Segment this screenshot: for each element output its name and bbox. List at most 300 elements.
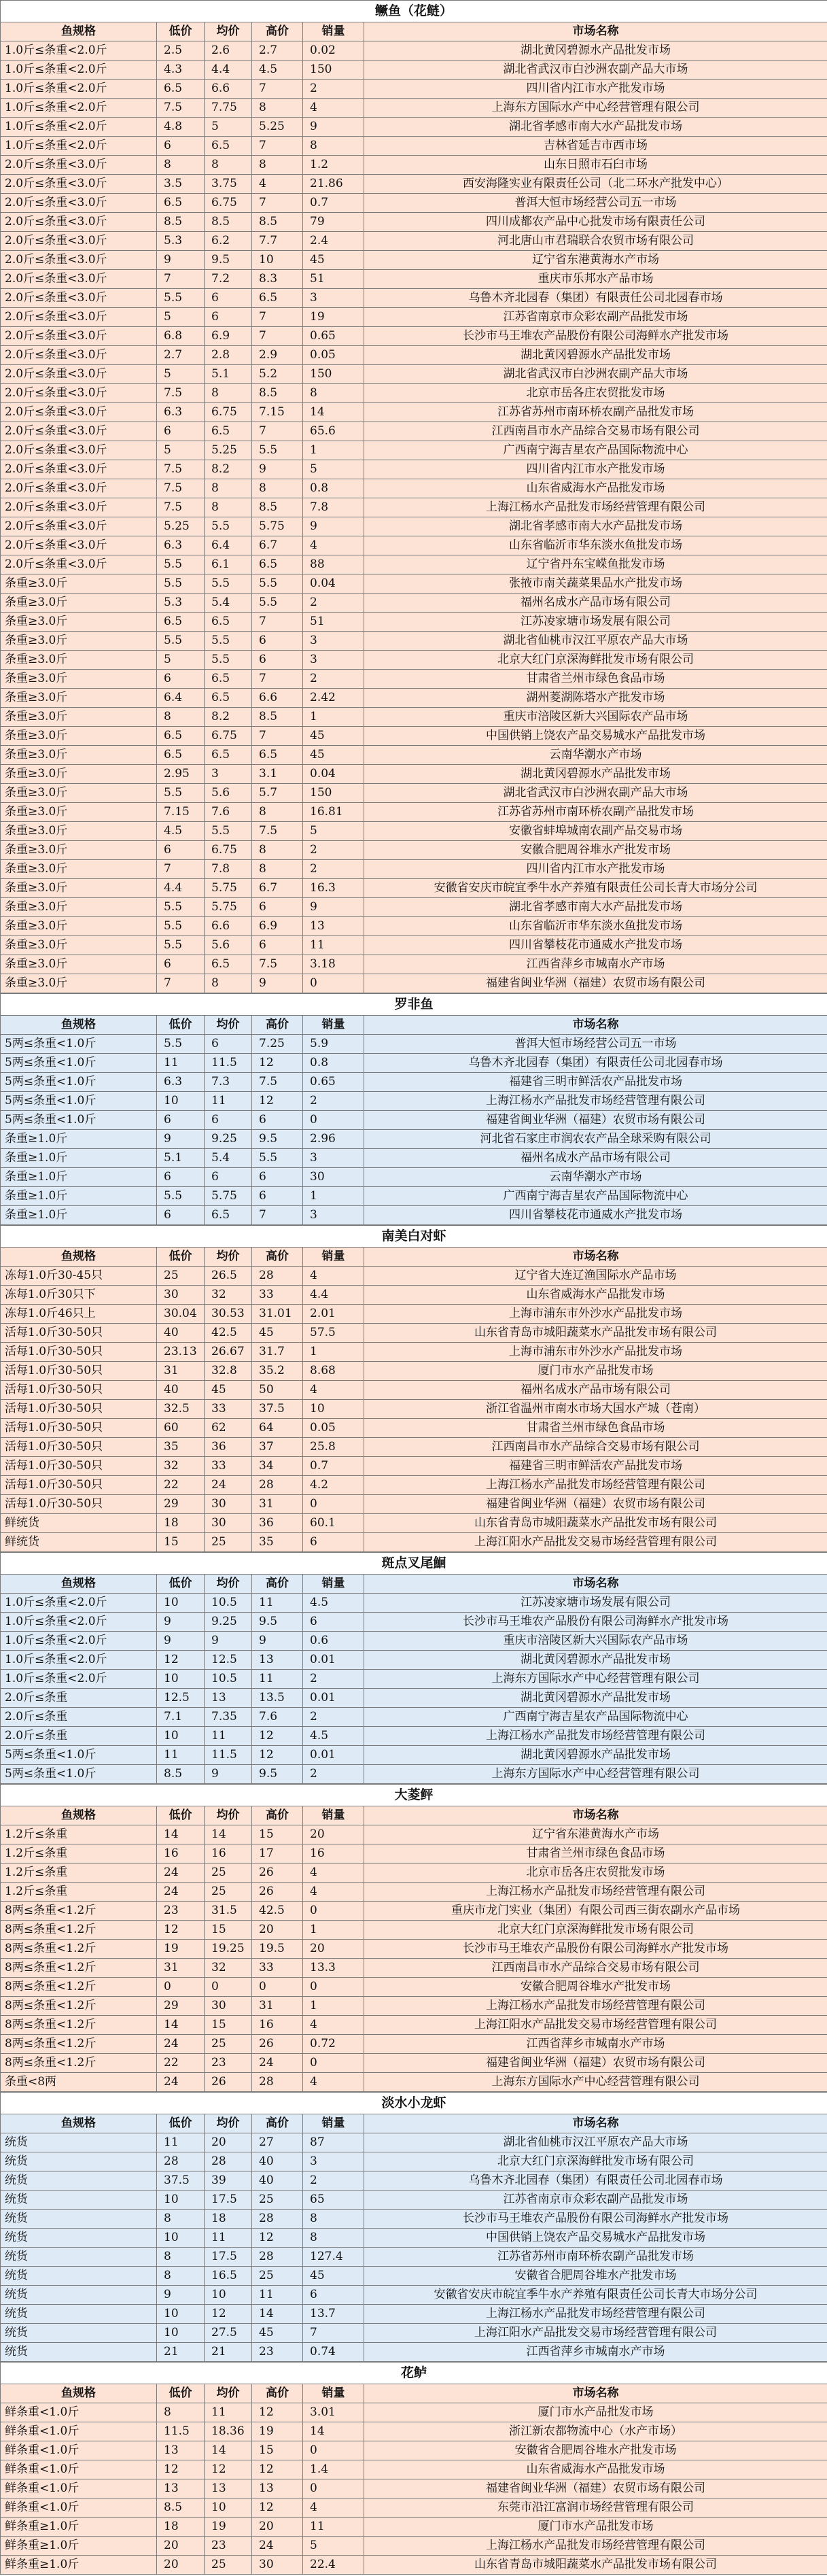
volume-cell: 8: [303, 2229, 364, 2248]
low-price-cell: 24: [157, 2035, 205, 2054]
column-header-spec: 鱼规格: [1, 22, 157, 41]
avg-price-cell: 30: [205, 1997, 252, 2016]
low-price-cell: 6: [157, 137, 205, 156]
table-row: [1, 2248, 827, 2267]
high-price-cell: 7.7: [252, 232, 303, 251]
spec-cell: 冻每1.0斤30只下: [1, 1286, 157, 1305]
market-name-cell: 山东省威海水产品批发市场: [364, 479, 827, 498]
low-price-cell: 5.5: [157, 936, 205, 955]
volume-cell: 20: [303, 1825, 364, 1844]
volume-cell: 4: [303, 1267, 364, 1286]
section-title: 花鲈: [1, 2363, 827, 2384]
volume-cell: 13: [303, 917, 364, 936]
market-name-cell: 长沙市马王堆农产品股份有限公司海鲜水产批发市场: [364, 1940, 827, 1959]
high-price-cell: 2.9: [252, 346, 303, 365]
volume-cell: 4: [303, 1883, 364, 1902]
spec-cell: 1.0斤≤条重<2.0斤: [1, 99, 157, 118]
volume-cell: 150: [303, 784, 364, 803]
low-price-cell: 10: [157, 2229, 205, 2248]
spec-cell: 条重≥3.0斤: [1, 727, 157, 746]
low-price-cell: 6: [157, 1206, 205, 1225]
volume-cell: 25.8: [303, 1438, 364, 1457]
spec-cell: 冻每1.0斤46只上: [1, 1305, 157, 1324]
high-price-cell: 7.5: [252, 955, 303, 974]
volume-cell: 0: [303, 1111, 364, 1130]
avg-price-cell: 7.75: [205, 99, 252, 118]
volume-cell: 4: [303, 99, 364, 118]
table-row: [1, 1438, 827, 1457]
high-price-cell: 7: [252, 422, 303, 441]
table-row: [1, 1689, 827, 1708]
market-name-cell: 山东省临沂市华东淡水鱼批发市场: [364, 917, 827, 936]
high-price-cell: 5.5: [252, 574, 303, 594]
table-row: [1, 289, 827, 308]
column-header-spec: 鱼规格: [1, 1575, 157, 1594]
high-price-cell: 8: [252, 479, 303, 498]
low-price-cell: 23.13: [157, 1343, 205, 1362]
volume-cell: 1: [303, 441, 364, 460]
high-price-cell: 31.7: [252, 1343, 303, 1362]
table-row: [1, 574, 827, 594]
low-price-cell: 22: [157, 2054, 205, 2073]
volume-cell: 6: [303, 2286, 364, 2305]
low-price-cell: 20: [157, 2556, 205, 2575]
high-price-cell: 9.5: [252, 1130, 303, 1149]
volume-cell: 0.02: [303, 41, 364, 61]
high-price-cell: 8.3: [252, 270, 303, 289]
low-price-cell: 5: [157, 308, 205, 327]
market-name-cell: 江苏凌家塘市场发展有限公司: [364, 613, 827, 632]
spec-cell: 8两≤条重<1.2斤: [1, 2016, 157, 2035]
avg-price-cell: 6.6: [205, 80, 252, 99]
table-row: [1, 2016, 827, 2035]
table-row: [1, 860, 827, 879]
low-price-cell: 5.3: [157, 594, 205, 613]
high-price-cell: 15: [252, 1825, 303, 1844]
low-price-cell: 13: [157, 2479, 205, 2498]
column-header-low: 低价: [157, 1575, 205, 1594]
column-header-avg: 均价: [205, 1806, 252, 1825]
avg-price-cell: 6.9: [205, 327, 252, 346]
volume-cell: 2: [303, 1708, 364, 1727]
high-price-cell: 6.5: [252, 555, 303, 574]
low-price-cell: 6.5: [157, 80, 205, 99]
low-price-cell: 8: [157, 2248, 205, 2267]
low-price-cell: 40: [157, 1381, 205, 1400]
table-row: [1, 403, 827, 422]
low-price-cell: 7: [157, 860, 205, 879]
volume-cell: 3: [303, 1149, 364, 1168]
market-name-cell: 江苏省南京市众彩农副产品批发市场: [364, 2191, 827, 2210]
low-price-cell: 10: [157, 2305, 205, 2324]
spec-cell: 8两≤条重<1.2斤: [1, 1940, 157, 1959]
high-price-cell: 0: [252, 1978, 303, 1997]
high-price-cell: 30: [252, 2556, 303, 2575]
volume-cell: 0.8: [303, 479, 364, 498]
low-price-cell: 9: [157, 2286, 205, 2305]
market-name-cell: 辽宁省丹东宝嵘鱼批发市场: [364, 555, 827, 574]
table-row: [1, 2210, 827, 2229]
market-name-cell: 河北省石家庄市润农农产品全球采购有限公司: [364, 1130, 827, 1149]
spec-cell: 5两≤条重<1.0斤: [1, 1054, 157, 1073]
avg-price-cell: 32.8: [205, 1362, 252, 1381]
table-row: [1, 2152, 827, 2171]
spec-cell: 鲜条重<1.0斤: [1, 2460, 157, 2479]
low-price-cell: 8.5: [157, 1765, 205, 1784]
market-name-cell: 长沙市马王堆农产品股份有限公司海鲜水产批发市场: [364, 2210, 827, 2229]
spec-cell: 2.0斤≤条重<3.0斤: [1, 555, 157, 574]
avg-price-cell: 30.53: [205, 1305, 252, 1324]
table-row: [1, 841, 827, 860]
low-price-cell: 8: [157, 156, 205, 175]
table-row: [1, 346, 827, 365]
market-name-cell: 江苏省苏州市南环桥农副产品批发市场: [364, 403, 827, 422]
volume-cell: 1: [303, 708, 364, 727]
market-name-cell: 上海东方国际水产中心经营管理有限公司: [364, 1765, 827, 1784]
spec-cell: 鲜统货: [1, 1533, 157, 1552]
volume-cell: 65.6: [303, 422, 364, 441]
avg-price-cell: 10.5: [205, 1670, 252, 1689]
avg-price-cell: 19.25: [205, 1940, 252, 1959]
high-price-cell: 24: [252, 2054, 303, 2073]
table-row: [1, 1978, 827, 1997]
low-price-cell: 4.4: [157, 879, 205, 898]
avg-price-cell: 14: [205, 1825, 252, 1844]
spec-cell: 1.2斤≤条重: [1, 1883, 157, 1902]
low-price-cell: 5.5: [157, 632, 205, 651]
spec-cell: 1.0斤≤条重<2.0斤: [1, 1651, 157, 1670]
low-price-cell: 6.3: [157, 1073, 205, 1092]
market-name-cell: 福建省闽业华洲（福建）农贸市场有限公司: [364, 2479, 827, 2498]
market-name-cell: 上海江杨水产品批发市场经营管理有限公司: [364, 1997, 827, 2016]
spec-cell: 统货: [1, 2267, 157, 2286]
high-price-cell: 10: [252, 251, 303, 270]
avg-price-cell: 30: [205, 1495, 252, 1514]
column-header-avg: 均价: [205, 1575, 252, 1594]
avg-price-cell: 12: [205, 2460, 252, 2479]
high-price-cell: 7.15: [252, 403, 303, 422]
table-row: [1, 879, 827, 898]
avg-price-cell: 7.35: [205, 1708, 252, 1727]
volume-cell: 0.65: [303, 1073, 364, 1092]
market-name-cell: 福建省闽业华洲（福建）农贸市场有限公司: [364, 1495, 827, 1514]
table-row: [1, 2479, 827, 2498]
low-price-cell: 13: [157, 2441, 205, 2460]
high-price-cell: 37.5: [252, 1400, 303, 1419]
low-price-cell: 12: [157, 1921, 205, 1940]
section-title: 罗非鱼: [1, 994, 827, 1016]
volume-cell: 16: [303, 1844, 364, 1864]
volume-cell: 30: [303, 1168, 364, 1187]
market-name-cell: 安徽省安庆市皖宜季牛水产养殖有限责任公司长青大市场分公司: [364, 2286, 827, 2305]
high-price-cell: 45: [252, 1324, 303, 1343]
market-name-cell: 安徽省安庆市皖宜季牛水产养殖有限责任公司长青大市场分公司: [364, 879, 827, 898]
avg-price-cell: 11: [205, 2229, 252, 2248]
spec-cell: 活每1.0斤30-50只: [1, 1495, 157, 1514]
low-price-cell: 14: [157, 2016, 205, 2035]
low-price-cell: 8: [157, 2210, 205, 2229]
high-price-cell: 28: [252, 2210, 303, 2229]
high-price-cell: 40: [252, 2152, 303, 2171]
market-name-cell: 江西南昌市水产品综合交易市场有限公司: [364, 1959, 827, 1978]
avg-price-cell: 5.75: [205, 879, 252, 898]
volume-cell: 2.42: [303, 689, 364, 708]
table-row: [1, 784, 827, 803]
high-price-cell: 11: [252, 1670, 303, 1689]
table-row: [1, 1130, 827, 1149]
column-header-row: [1, 1248, 827, 1267]
volume-cell: 0: [303, 1902, 364, 1921]
spec-cell: 条重≥1.0斤: [1, 1168, 157, 1187]
low-price-cell: 2.5: [157, 41, 205, 61]
avg-price-cell: 11.5: [205, 1054, 252, 1073]
avg-price-cell: 5.1: [205, 365, 252, 384]
low-price-cell: 21: [157, 2343, 205, 2362]
avg-price-cell: 23: [205, 2537, 252, 2556]
spec-cell: 统货: [1, 2191, 157, 2210]
avg-price-cell: 7.6: [205, 803, 252, 822]
spec-cell: 条重≥3.0斤: [1, 765, 157, 784]
high-price-cell: 7: [252, 327, 303, 346]
avg-price-cell: 6.5: [205, 955, 252, 974]
low-price-cell: 5.5: [157, 289, 205, 308]
volume-cell: 16.81: [303, 803, 364, 822]
table-row: [1, 1921, 827, 1940]
table-row: [1, 118, 827, 137]
spec-cell: 条重≥1.0斤: [1, 1149, 157, 1168]
low-price-cell: 7.1: [157, 1708, 205, 1727]
high-price-cell: 7.5: [252, 1073, 303, 1092]
high-price-cell: 7: [252, 308, 303, 327]
table-row: [1, 327, 827, 346]
section-title: 南美白对虾: [1, 1226, 827, 1248]
column-header-avg: 均价: [205, 1248, 252, 1267]
market-name-cell: 厦门市水产品批发市场: [364, 2518, 827, 2537]
low-price-cell: 6: [157, 422, 205, 441]
table-row: [1, 1765, 827, 1784]
low-price-cell: 32: [157, 1457, 205, 1476]
spec-cell: 条重≥3.0斤: [1, 670, 157, 689]
low-price-cell: 6: [157, 955, 205, 974]
market-name-cell: 重庆市乐邦水产品市场: [364, 270, 827, 289]
avg-price-cell: 39: [205, 2171, 252, 2191]
section-table: [0, 1225, 827, 1552]
low-price-cell: 9: [157, 1130, 205, 1149]
table-row: [1, 308, 827, 327]
high-price-cell: 5.75: [252, 517, 303, 536]
high-price-cell: 24: [252, 2537, 303, 2556]
high-price-cell: 12: [252, 2460, 303, 2479]
high-price-cell: 50: [252, 1381, 303, 1400]
table-row: [1, 2324, 827, 2343]
market-name-cell: 云南华潮水产市场: [364, 746, 827, 765]
table-row: [1, 1864, 827, 1883]
avg-price-cell: 5.75: [205, 1187, 252, 1206]
market-name-cell: 甘肃省兰州市绿色食品市场: [364, 1844, 827, 1864]
market-name-cell: 甘肃省兰州市绿色食品市场: [364, 1419, 827, 1438]
table-row: [1, 1613, 827, 1632]
high-price-cell: 8: [252, 99, 303, 118]
volume-cell: 14: [303, 2422, 364, 2441]
table-row: [1, 422, 827, 441]
spec-cell: 1.0斤≤条重<2.0斤: [1, 1670, 157, 1689]
low-price-cell: 0: [157, 1978, 205, 1997]
volume-cell: 1.2: [303, 156, 364, 175]
avg-price-cell: 11: [205, 1727, 252, 1746]
high-price-cell: 17: [252, 1844, 303, 1864]
avg-price-cell: 8: [205, 479, 252, 498]
spec-cell: 鲜条重<1.0斤: [1, 2479, 157, 2498]
market-name-cell: 上海江杨水产品批发市场经营管理有限公司: [364, 1727, 827, 1746]
market-name-cell: 长沙市马王堆农产品股份有限公司海鲜水产批发市场: [364, 1613, 827, 1632]
section-table: [0, 2092, 827, 2362]
low-price-cell: 7.5: [157, 498, 205, 517]
volume-cell: 3: [303, 651, 364, 670]
low-price-cell: 9: [157, 1632, 205, 1651]
low-price-cell: 24: [157, 1864, 205, 1883]
volume-cell: 20: [303, 1940, 364, 1959]
spec-cell: 8两≤条重<1.2斤: [1, 1902, 157, 1921]
high-price-cell: 23: [252, 2343, 303, 2362]
low-price-cell: 22: [157, 1476, 205, 1495]
avg-price-cell: 12.5: [205, 1651, 252, 1670]
avg-price-cell: 28: [205, 2152, 252, 2171]
volume-cell: 2.4: [303, 232, 364, 251]
spec-cell: 1.2斤≤条重: [1, 1844, 157, 1864]
column-header-spec: 鱼规格: [1, 2384, 157, 2403]
high-price-cell: 36: [252, 1514, 303, 1533]
table-row: [1, 1149, 827, 1168]
low-price-cell: 7.15: [157, 803, 205, 822]
low-price-cell: 3.5: [157, 175, 205, 194]
low-price-cell: 35: [157, 1438, 205, 1457]
column-header-spec: 鱼规格: [1, 2114, 157, 2133]
market-name-cell: 乌鲁木齐北园春（集团）有限责任公司北园春市场: [364, 289, 827, 308]
spec-cell: 条重≥3.0斤: [1, 917, 157, 936]
column-header-avg: 均价: [205, 2384, 252, 2403]
low-price-cell: 6: [157, 841, 205, 860]
low-price-cell: 7.5: [157, 479, 205, 498]
avg-price-cell: 26.5: [205, 1267, 252, 1286]
avg-price-cell: 7.2: [205, 270, 252, 289]
table-row: [1, 594, 827, 613]
low-price-cell: 40: [157, 1324, 205, 1343]
spec-cell: 8两≤条重<1.2斤: [1, 1978, 157, 1997]
spec-cell: 5两≤条重<1.0斤: [1, 1035, 157, 1054]
volume-cell: 0.7: [303, 194, 364, 213]
volume-cell: 8.68: [303, 1362, 364, 1381]
avg-price-cell: 14: [205, 2441, 252, 2460]
spec-cell: 条重≥3.0斤: [1, 651, 157, 670]
market-name-cell: 福州名成水产品市场有限公司: [364, 1149, 827, 1168]
high-price-cell: 9: [252, 974, 303, 993]
spec-cell: 1.0斤≤条重<2.0斤: [1, 61, 157, 80]
high-price-cell: 6: [252, 632, 303, 651]
spec-cell: 条重≥3.0斤: [1, 860, 157, 879]
column-header-low: 低价: [157, 22, 205, 41]
section-title-row: [1, 1553, 827, 1575]
low-price-cell: 10: [157, 2191, 205, 2210]
volume-cell: 0.8: [303, 1054, 364, 1073]
low-price-cell: 4.8: [157, 118, 205, 137]
volume-cell: 13.7: [303, 2305, 364, 2324]
avg-price-cell: 6.5: [205, 1206, 252, 1225]
low-price-cell: 5.5: [157, 898, 205, 917]
table-row: [1, 365, 827, 384]
avg-price-cell: 2.6: [205, 41, 252, 61]
avg-price-cell: 30: [205, 1514, 252, 1533]
volume-cell: 3.01: [303, 2403, 364, 2422]
high-price-cell: 15: [252, 2441, 303, 2460]
table-row: [1, 1073, 827, 1092]
avg-price-cell: 5.75: [205, 898, 252, 917]
avg-price-cell: 9: [205, 1765, 252, 1784]
volume-cell: 8: [303, 2210, 364, 2229]
spec-cell: 统货: [1, 2152, 157, 2171]
spec-cell: 条重≥3.0斤: [1, 936, 157, 955]
avg-price-cell: 8.2: [205, 708, 252, 727]
volume-cell: 3.18: [303, 955, 364, 974]
high-price-cell: 6.9: [252, 917, 303, 936]
low-price-cell: 60: [157, 1419, 205, 1438]
volume-cell: 7: [303, 2324, 364, 2343]
low-price-cell: 6.5: [157, 613, 205, 632]
market-name-cell: 普洱大恒市场经营公司五一市场: [364, 1035, 827, 1054]
volume-cell: 4: [303, 2016, 364, 2035]
avg-price-cell: 6.4: [205, 536, 252, 555]
avg-price-cell: 8: [205, 384, 252, 403]
high-price-cell: 6.6: [252, 689, 303, 708]
table-row: [1, 1400, 827, 1419]
table-row: [1, 1267, 827, 1286]
table-row: [1, 1825, 827, 1844]
spec-cell: 8两≤条重<1.2斤: [1, 2054, 157, 2073]
low-price-cell: 9: [157, 1613, 205, 1632]
low-price-cell: 7.5: [157, 384, 205, 403]
avg-price-cell: 3.75: [205, 175, 252, 194]
avg-price-cell: 5.5: [205, 822, 252, 841]
volume-cell: 6: [303, 1533, 364, 1552]
low-price-cell: 5.5: [157, 1187, 205, 1206]
spec-cell: 1.0斤≤条重<2.0斤: [1, 118, 157, 137]
high-price-cell: 26: [252, 1864, 303, 1883]
table-row: [1, 955, 827, 974]
low-price-cell: 12.5: [157, 1689, 205, 1708]
table-row: [1, 2267, 827, 2286]
market-name-cell: 湖北省仙桃市汉江平原农产品大市场: [364, 2133, 827, 2152]
low-price-cell: 8.5: [157, 213, 205, 232]
market-name-cell: 湖北黄冈碧源水产品批发市场: [364, 765, 827, 784]
avg-price-cell: 26.67: [205, 1343, 252, 1362]
table-row: [1, 2171, 827, 2191]
avg-price-cell: 36: [205, 1438, 252, 1457]
column-header-high: 高价: [252, 2384, 303, 2403]
market-name-cell: 云南华潮水产市场: [364, 1168, 827, 1187]
high-price-cell: 8.5: [252, 384, 303, 403]
volume-cell: 45: [303, 746, 364, 765]
volume-cell: 2: [303, 1670, 364, 1689]
table-row: [1, 441, 827, 460]
spec-cell: 2.0斤≤条重<3.0斤: [1, 308, 157, 327]
high-price-cell: 8: [252, 860, 303, 879]
spec-cell: 统货: [1, 2305, 157, 2324]
volume-cell: 57.5: [303, 1324, 364, 1343]
market-name-cell: 广西南宁海吉星农产品国际物流中心: [364, 1708, 827, 1727]
low-price-cell: 5.5: [157, 917, 205, 936]
table-row: [1, 479, 827, 498]
low-price-cell: 14: [157, 1825, 205, 1844]
high-price-cell: 5.5: [252, 1149, 303, 1168]
